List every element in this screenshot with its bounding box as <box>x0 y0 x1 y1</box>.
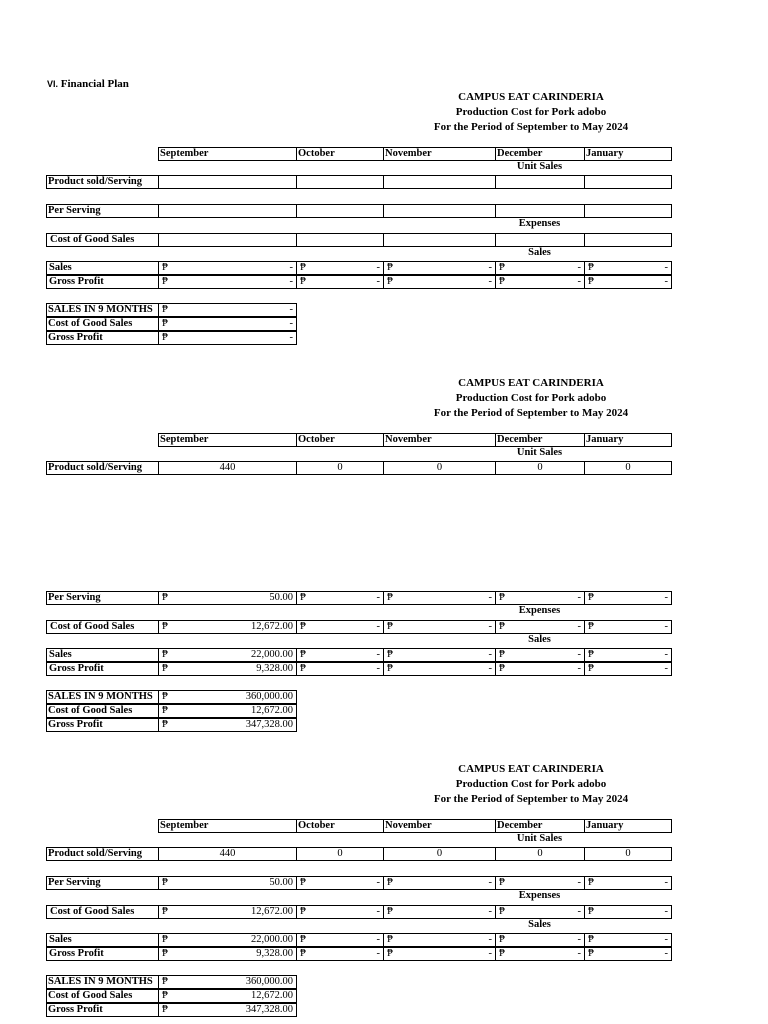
summary-label: Gross Profit <box>46 718 159 732</box>
summary-value-cell <box>158 1003 297 1017</box>
peso-sign: ₱ <box>162 1004 168 1015</box>
product-sold-row-value: 0 <box>495 847 585 861</box>
cost-of-good-sales-row-label: Cost of Good Sales <box>46 620 159 634</box>
sales-row-cell <box>495 648 585 662</box>
peso-sign: ₱ <box>588 262 594 273</box>
month-header-september: September <box>158 147 297 161</box>
peso-sign: ₱ <box>387 877 393 888</box>
peso-sign: ₱ <box>387 621 393 632</box>
cost-of-good-sales-row-label: Cost of Good Sales <box>46 905 159 919</box>
amount-value: - <box>488 276 492 287</box>
gross-profit-row-cell <box>158 275 297 289</box>
amount-value: - <box>577 621 581 632</box>
amount-value: - <box>664 276 668 287</box>
amount-value: - <box>376 663 380 674</box>
section-title <box>400 762 662 807</box>
peso-sign: ₱ <box>499 663 505 674</box>
sales-row-cell <box>158 933 297 947</box>
month-header-september: September <box>158 433 297 447</box>
peso-sign: ₱ <box>162 691 168 702</box>
cost-of-good-sales-row-cell <box>296 905 384 919</box>
product-sold-row-label: Product sold/Serving <box>46 461 159 475</box>
summary-label: SALES IN 9 MONTHS <box>46 303 159 317</box>
peso-sign: ₱ <box>162 649 168 660</box>
summary-label: Gross Profit <box>46 1003 159 1017</box>
summary-value-cell <box>158 989 297 1003</box>
peso-sign: ₱ <box>588 621 594 632</box>
sales-row-cell <box>158 261 297 275</box>
sales-row-cell <box>584 933 672 947</box>
sales-row-label: Sales <box>46 261 159 275</box>
sales-row-cell <box>584 648 672 662</box>
amount-value: - <box>376 948 380 959</box>
summary-value-cell <box>158 317 297 331</box>
peso-sign: ₱ <box>387 649 393 660</box>
peso-sign: ₱ <box>162 262 168 273</box>
amount-value: - <box>577 592 581 603</box>
per-serving-row-cell <box>296 591 384 605</box>
gross-profit-row-label: Gross Profit <box>46 662 159 676</box>
sales-row-label: Sales <box>46 933 159 947</box>
amount-value: - <box>664 663 668 674</box>
amount-value: - <box>488 649 492 660</box>
gross-profit-row-cell <box>383 947 496 961</box>
sales-row-cell <box>383 933 496 947</box>
peso-sign: ₱ <box>162 621 168 632</box>
cost-of-good-sales-row-cell <box>383 620 496 634</box>
product-sold-row-value: 0 <box>296 847 384 861</box>
month-header-october: October <box>296 433 384 447</box>
cost-of-good-sales-row-cell <box>383 233 496 247</box>
peso-sign: ₱ <box>300 262 306 273</box>
amount-value: 360,000.00 <box>245 691 293 702</box>
production-cost-subtitle: Production Cost for Pork adobo <box>455 392 607 404</box>
gross-profit-row-cell <box>495 275 585 289</box>
peso-sign: ₱ <box>300 934 306 945</box>
sales-row-label: Sales <box>46 648 159 662</box>
peso-sign: ₱ <box>499 948 505 959</box>
amount-value: - <box>289 262 293 273</box>
per-serving-row-cell <box>584 591 672 605</box>
amount-value: 12,672.00 <box>251 906 293 917</box>
peso-sign: ₱ <box>499 592 505 603</box>
expenses-label: Expenses <box>518 890 561 901</box>
gross-profit-row-cell <box>296 947 384 961</box>
amount-value: 12,672.00 <box>251 990 293 1001</box>
month-header-january: January <box>584 433 672 447</box>
peso-sign: ₱ <box>162 663 168 674</box>
per-serving-row-cell <box>158 204 297 218</box>
amount-value: - <box>664 934 668 945</box>
sales-label: Sales <box>528 247 551 258</box>
month-header-november: November <box>383 433 496 447</box>
peso-sign: ₱ <box>499 276 505 287</box>
sales-label: Sales <box>528 919 551 930</box>
period-subtitle: For the Period of September to May 2024 <box>433 407 629 419</box>
peso-sign: ₱ <box>588 877 594 888</box>
peso-sign: ₱ <box>162 592 168 603</box>
peso-sign: ₱ <box>162 719 168 730</box>
production-cost-subtitle: Production Cost for Pork adobo <box>455 778 607 790</box>
peso-sign: ₱ <box>387 592 393 603</box>
cost-of-good-sales-row-cell <box>158 905 297 919</box>
product-sold-row-label: Product sold/Serving <box>46 847 159 861</box>
peso-sign: ₱ <box>162 332 168 343</box>
gross-profit-row-cell <box>495 947 585 961</box>
gross-profit-row-cell <box>383 662 496 676</box>
amount-value: - <box>289 332 293 343</box>
gross-profit-row-label: Gross Profit <box>46 275 159 289</box>
amount-value: - <box>664 906 668 917</box>
peso-sign: ₱ <box>162 318 168 329</box>
cost-of-good-sales-row-cell <box>296 620 384 634</box>
peso-sign: ₱ <box>387 663 393 674</box>
sales-row-cell <box>495 261 585 275</box>
amount-value: 12,672.00 <box>251 705 293 716</box>
peso-sign: ₱ <box>588 663 594 674</box>
amount-value: - <box>488 948 492 959</box>
amount-value: 22,000.00 <box>251 934 293 945</box>
peso-sign: ₱ <box>387 262 393 273</box>
financial-plan-heading <box>47 78 129 90</box>
sales-row-cell <box>296 933 384 947</box>
amount-value: - <box>577 877 581 888</box>
amount-value: - <box>488 906 492 917</box>
amount-value: - <box>664 877 668 888</box>
business-name: CAMPUS EAT CARINDERIA <box>458 763 604 775</box>
per-serving-row-label: Per Serving <box>46 876 159 890</box>
business-name: CAMPUS EAT CARINDERIA <box>458 377 604 389</box>
per-serving-row-cell <box>495 876 585 890</box>
amount-value: 9,328.00 <box>256 663 293 674</box>
gross-profit-row-cell <box>383 275 496 289</box>
amount-value: - <box>664 262 668 273</box>
summary-value-cell <box>158 303 297 317</box>
cost-of-good-sales-row-label: Cost of Good Sales <box>46 233 159 247</box>
summary-label: SALES IN 9 MONTHS <box>46 690 159 704</box>
peso-sign: ₱ <box>162 934 168 945</box>
cost-of-good-sales-row-cell <box>495 905 585 919</box>
per-serving-row-label: Per Serving <box>46 204 159 218</box>
peso-sign: ₱ <box>499 649 505 660</box>
peso-sign: ₱ <box>162 304 168 315</box>
peso-sign: ₱ <box>387 276 393 287</box>
section-title <box>400 376 662 421</box>
amount-value: 347,328.00 <box>245 1004 293 1015</box>
peso-sign: ₱ <box>162 906 168 917</box>
amount-value: - <box>289 318 293 329</box>
per-serving-row-cell <box>383 591 496 605</box>
per-serving-row-cell <box>495 591 585 605</box>
product-sold-row-cell <box>383 175 496 189</box>
per-serving-row-cell <box>584 876 672 890</box>
gross-profit-row-label: Gross Profit <box>46 947 159 961</box>
month-header-november: November <box>383 147 496 161</box>
period-subtitle: For the Period of September to May 2024 <box>433 793 629 805</box>
sales-row-cell <box>495 933 585 947</box>
section-title <box>400 90 662 135</box>
month-header-december: December <box>495 819 585 833</box>
peso-sign: ₱ <box>588 649 594 660</box>
summary-value-cell <box>158 690 297 704</box>
peso-sign: ₱ <box>387 948 393 959</box>
amount-value: - <box>488 262 492 273</box>
peso-sign: ₱ <box>300 948 306 959</box>
amount-value: - <box>664 948 668 959</box>
amount-value: 347,328.00 <box>245 719 293 730</box>
amount-value: - <box>577 649 581 660</box>
peso-sign: ₱ <box>162 990 168 1001</box>
peso-sign: ₱ <box>162 877 168 888</box>
peso-sign: ₱ <box>588 592 594 603</box>
cost-of-good-sales-row-cell <box>158 233 297 247</box>
per-serving-row-cell <box>296 876 384 890</box>
cost-of-good-sales-row-cell <box>495 620 585 634</box>
peso-sign: ₱ <box>499 934 505 945</box>
peso-sign: ₱ <box>300 663 306 674</box>
month-header-october: October <box>296 147 384 161</box>
expenses-label: Expenses <box>518 218 561 229</box>
amount-value: 12,672.00 <box>251 621 293 632</box>
amount-value: - <box>376 276 380 287</box>
amount-value: - <box>577 262 581 273</box>
amount-value: - <box>664 621 668 632</box>
per-serving-row-cell <box>584 204 672 218</box>
summary-value-cell <box>158 331 297 345</box>
amount-value: 360,000.00 <box>245 976 293 987</box>
per-serving-row-cell <box>383 204 496 218</box>
product-sold-row-cell <box>296 175 384 189</box>
sales-row-cell <box>383 648 496 662</box>
amount-value: - <box>577 663 581 674</box>
sales-row-cell <box>158 648 297 662</box>
peso-sign: ₱ <box>588 906 594 917</box>
cost-of-good-sales-row-cell <box>495 233 585 247</box>
peso-sign: ₱ <box>162 948 168 959</box>
amount-value: - <box>488 663 492 674</box>
month-header-september: September <box>158 819 297 833</box>
month-header-january: January <box>584 147 672 161</box>
unit-sales-label: Unit Sales <box>516 447 563 458</box>
heading-text: Financial Plan <box>60 78 129 90</box>
cost-of-good-sales-row-cell <box>584 620 672 634</box>
production-cost-subtitle: Production Cost for Pork adobo <box>455 106 607 118</box>
sales-row-cell <box>296 261 384 275</box>
per-serving-row-cell <box>383 876 496 890</box>
peso-sign: ₱ <box>499 877 505 888</box>
amount-value: - <box>376 877 380 888</box>
summary-label: Cost of Good Sales <box>46 317 159 331</box>
cost-of-good-sales-row-cell <box>584 905 672 919</box>
amount-value: - <box>376 262 380 273</box>
peso-sign: ₱ <box>499 621 505 632</box>
expenses-label: Expenses <box>518 605 561 616</box>
amount-value: 50.00 <box>269 592 293 603</box>
peso-sign: ₱ <box>300 276 306 287</box>
heading-number: VI. <box>47 79 59 89</box>
period-subtitle: For the Period of September to May 2024 <box>433 121 629 133</box>
summary-label: Gross Profit <box>46 331 159 345</box>
cost-of-good-sales-row-cell <box>158 620 297 634</box>
cost-of-good-sales-row-cell <box>383 905 496 919</box>
per-serving-row-cell <box>158 876 297 890</box>
product-sold-row-value: 0 <box>495 461 585 475</box>
product-sold-row-value: 0 <box>383 847 496 861</box>
product-sold-row-cell <box>584 175 672 189</box>
summary-label: SALES IN 9 MONTHS <box>46 975 159 989</box>
amount-value: - <box>376 906 380 917</box>
peso-sign: ₱ <box>300 877 306 888</box>
month-header-january: January <box>584 819 672 833</box>
peso-sign: ₱ <box>588 934 594 945</box>
amount-value: 9,328.00 <box>256 948 293 959</box>
amount-value: 22,000.00 <box>251 649 293 660</box>
peso-sign: ₱ <box>300 906 306 917</box>
amount-value: - <box>289 304 293 315</box>
summary-value-cell <box>158 704 297 718</box>
peso-sign: ₱ <box>300 621 306 632</box>
cost-of-good-sales-row-cell <box>296 233 384 247</box>
amount-value: - <box>376 649 380 660</box>
product-sold-row-cell <box>495 175 585 189</box>
amount-value: - <box>376 934 380 945</box>
summary-label: Cost of Good Sales <box>46 704 159 718</box>
product-sold-row-value: 440 <box>158 461 297 475</box>
amount-value: - <box>577 948 581 959</box>
unit-sales-label: Unit Sales <box>516 161 563 172</box>
gross-profit-row-cell <box>158 947 297 961</box>
per-serving-row-cell <box>296 204 384 218</box>
summary-value-cell <box>158 975 297 989</box>
amount-value: - <box>289 276 293 287</box>
unit-sales-label: Unit Sales <box>516 833 563 844</box>
peso-sign: ₱ <box>162 705 168 716</box>
amount-value: 50.00 <box>269 877 293 888</box>
product-sold-row-cell <box>158 175 297 189</box>
product-sold-row-label: Product sold/Serving <box>46 175 159 189</box>
sales-label: Sales <box>528 634 551 645</box>
peso-sign: ₱ <box>387 906 393 917</box>
amount-value: - <box>664 592 668 603</box>
amount-value: - <box>577 276 581 287</box>
cost-of-good-sales-row-cell <box>584 233 672 247</box>
business-name: CAMPUS EAT CARINDERIA <box>458 91 604 103</box>
peso-sign: ₱ <box>387 934 393 945</box>
product-sold-row-value: 0 <box>383 461 496 475</box>
amount-value: - <box>577 906 581 917</box>
amount-value: - <box>488 877 492 888</box>
month-header-december: December <box>495 433 585 447</box>
sales-row-cell <box>584 261 672 275</box>
gross-profit-row-cell <box>158 662 297 676</box>
peso-sign: ₱ <box>162 976 168 987</box>
peso-sign: ₱ <box>300 649 306 660</box>
product-sold-row-value: 440 <box>158 847 297 861</box>
gross-profit-row-cell <box>584 662 672 676</box>
summary-label: Cost of Good Sales <box>46 989 159 1003</box>
sales-row-cell <box>296 648 384 662</box>
per-serving-row-cell <box>158 591 297 605</box>
amount-value: - <box>488 592 492 603</box>
month-header-december: December <box>495 147 585 161</box>
sales-row-cell <box>383 261 496 275</box>
gross-profit-row-cell <box>296 275 384 289</box>
per-serving-row-label: Per Serving <box>46 591 159 605</box>
amount-value: - <box>376 592 380 603</box>
amount-value: - <box>376 621 380 632</box>
amount-value: - <box>664 649 668 660</box>
gross-profit-row-cell <box>584 275 672 289</box>
peso-sign: ₱ <box>588 948 594 959</box>
peso-sign: ₱ <box>300 592 306 603</box>
per-serving-row-cell <box>495 204 585 218</box>
month-header-october: October <box>296 819 384 833</box>
peso-sign: ₱ <box>588 276 594 287</box>
summary-value-cell <box>158 718 297 732</box>
amount-value: - <box>488 621 492 632</box>
month-header-november: November <box>383 819 496 833</box>
product-sold-row-value: 0 <box>584 461 672 475</box>
amount-value: - <box>488 934 492 945</box>
peso-sign: ₱ <box>499 262 505 273</box>
peso-sign: ₱ <box>499 906 505 917</box>
gross-profit-row-cell <box>495 662 585 676</box>
product-sold-row-value: 0 <box>296 461 384 475</box>
product-sold-row-value: 0 <box>584 847 672 861</box>
amount-value: - <box>577 934 581 945</box>
peso-sign: ₱ <box>162 276 168 287</box>
gross-profit-row-cell <box>296 662 384 676</box>
gross-profit-row-cell <box>584 947 672 961</box>
